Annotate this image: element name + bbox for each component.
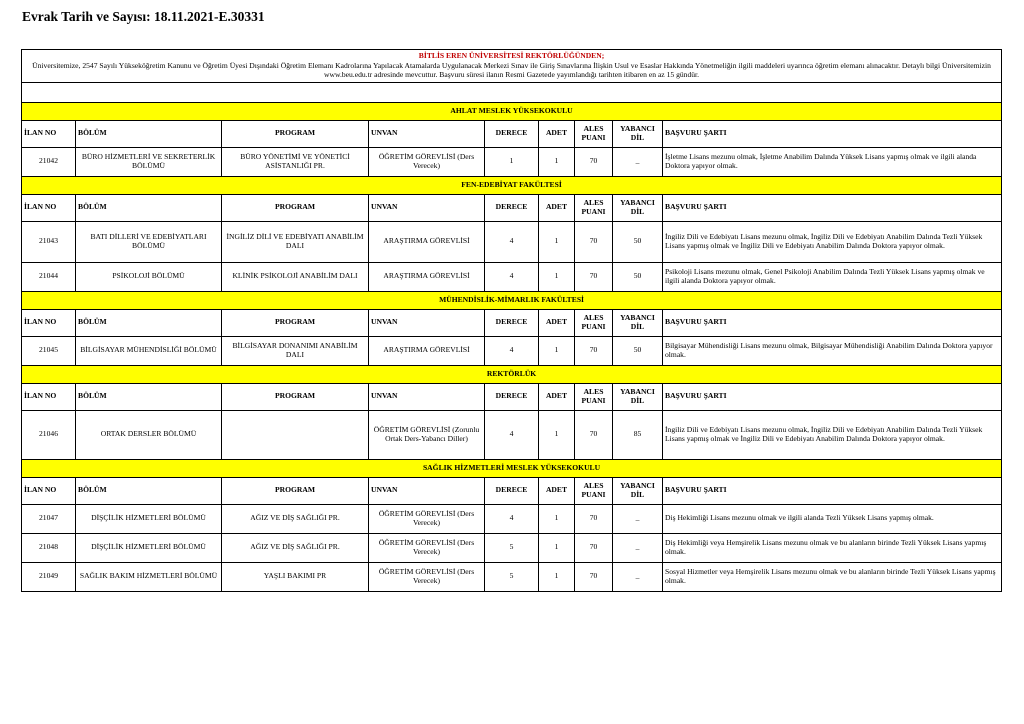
cell-ales: 70 — [575, 221, 613, 262]
column-header-ilan-no: İLAN NO — [22, 309, 76, 336]
column-header-ilan-no: İLAN NO — [22, 194, 76, 221]
cell-bolum: BİLGİSAYAR MÜHENDİSLİĞİ BÖLÜMÜ — [76, 336, 222, 365]
cell-ales: 70 — [575, 410, 613, 459]
document-reference: Evrak Tarih ve Sayısı: 18.11.2021-E.30331 — [22, 9, 265, 24]
cell-program: BÜRO YÖNETİMİ VE YÖNETİCİ ASİSTANLIĞI PR. — [222, 147, 369, 176]
cell-unvan: ÖĞRETİM GÖREVLİSİ (Ders Verecek) — [369, 562, 485, 591]
cell-basvuru: Bilgisayar Mühendisliği Lisans mezunu olmak, Bilgisayar Mühendisliği Anabilim Dalında Doktora yapıyor olmak. — [663, 336, 1002, 365]
cell-basvuru: Diş Hekimliği Lisans mezunu olmak ve ilgili alanda Tezli Yüksek Lisans yapmış olmak. — [663, 504, 1002, 533]
column-header-adet: ADET — [539, 477, 575, 504]
cell-ales: 70 — [575, 533, 613, 562]
cell-bolum: SAĞLIK BAKIM HİZMETLERİ BÖLÜMÜ — [76, 562, 222, 591]
column-header-ilan-no: İLAN NO — [22, 120, 76, 147]
column-header-adet: ADET — [539, 383, 575, 410]
cell-basvuru: İşletme Lisans mezunu olmak, İşletme Anabilim Dalında Yüksek Lisans yapmış olmak ve ilgili alanda Doktora yapıyor olmak. — [663, 147, 1002, 176]
column-header-bolum: BÖLÜM — [76, 120, 222, 147]
cell-ilan-no: 21043 — [22, 221, 76, 262]
cell-ales: 70 — [575, 336, 613, 365]
section-title: FEN-EDEBİYAT FAKÜLTESİ — [22, 176, 1002, 194]
column-header-row — [22, 477, 1002, 504]
table-row — [22, 410, 1002, 459]
column-header-basvuru: BAŞVURU ŞARTI — [663, 383, 1002, 410]
cell-bolum: DİŞÇİLİK HİZMETLERİ BÖLÜMÜ — [76, 533, 222, 562]
cell-adet: 1 — [539, 336, 575, 365]
cell-program: BİLGİSAYAR DONANIMI ANABİLİM DALI — [222, 336, 369, 365]
column-header-unvan: UNVAN — [369, 477, 485, 504]
cell-ales: 70 — [575, 504, 613, 533]
section-title: MÜHENDİSLİK-MİMARLIK FAKÜLTESİ — [22, 291, 1002, 309]
cell-basvuru: İngiliz Dili ve Edebiyatı Lisans mezunu olmak, İngiliz Dili ve Edebiyatı Anabilim Dalında Tezli Yüksek Lisans yapmış olmak ve İngiliz Dili ve Edebiyatı Anabilim Dalında Doktora yapıyor olmak. — [663, 410, 1002, 459]
cell-basvuru: Psikoloji Lisans mezunu olmak, Genel Psikoloji Anabilim Dalında Tezli Yüksek Lisans yapmış olmak ve ilgili alanda Doktora yapıyor olmak. — [663, 262, 1002, 291]
cell-basvuru: İngiliz Dili ve Edebiyatı Lisans mezunu olmak, İngiliz Dili ve Edebiyatı Anabilim Dalında Tezli Yüksek Lisans yapmış olmak ve İngiliz Dili ve Edebiyatı Anabilim Dalında Doktora yapıyor olmak. — [663, 221, 1002, 262]
column-header-derece: DERECE — [485, 194, 539, 221]
column-header-program: PROGRAM — [222, 383, 369, 410]
cell-derece: 4 — [485, 262, 539, 291]
cell-program: KLİNİK PSİKOLOJİ ANABİLİM DALI — [222, 262, 369, 291]
cell-derece: 5 — [485, 562, 539, 591]
column-header-program: PROGRAM — [222, 477, 369, 504]
cell-ilan-no: 21047 — [22, 504, 76, 533]
cell-bolum: PSİKOLOJİ BÖLÜMÜ — [76, 262, 222, 291]
cell-ilan-no: 21049 — [22, 562, 76, 591]
cell-derece: 4 — [485, 221, 539, 262]
cell-ilan-no: 21048 — [22, 533, 76, 562]
column-header-bolum: BÖLÜM — [76, 477, 222, 504]
column-header-ilan-no: İLAN NO — [22, 477, 76, 504]
cell-yabanci: _ — [613, 147, 663, 176]
cell-bolum: ORTAK DERSLER BÖLÜMÜ — [76, 410, 222, 459]
cell-derece: 5 — [485, 533, 539, 562]
cell-ilan-no: 21044 — [22, 262, 76, 291]
column-header-yabanci: YABANCI DİL — [613, 120, 663, 147]
announcement-table — [21, 49, 1002, 592]
column-header-row — [22, 194, 1002, 221]
cell-unvan: ARAŞTIRMA GÖREVLİSİ — [369, 221, 485, 262]
section-title: REKTÖRLÜK — [22, 365, 1002, 383]
column-header-ales: ALES PUANI — [575, 120, 613, 147]
section-header-row — [22, 365, 1002, 383]
cell-program: AĞIZ VE DİŞ SAĞLIĞI PR. — [222, 533, 369, 562]
column-header-adet: ADET — [539, 309, 575, 336]
column-header-program: PROGRAM — [222, 309, 369, 336]
cell-ilan-no: 21042 — [22, 147, 76, 176]
column-header-bolum: BÖLÜM — [76, 194, 222, 221]
notice-row — [22, 50, 1002, 83]
cell-bolum: BATI DİLLERİ VE EDEBİYATLARI BÖLÜMÜ — [76, 221, 222, 262]
cell-derece: 1 — [485, 147, 539, 176]
column-header-derece: DERECE — [485, 383, 539, 410]
cell-yabanci: _ — [613, 562, 663, 591]
column-header-bolum: BÖLÜM — [76, 383, 222, 410]
column-header-ales: ALES PUANI — [575, 477, 613, 504]
cell-ilan-no: 21046 — [22, 410, 76, 459]
cell-adet: 1 — [539, 533, 575, 562]
column-header-ales: ALES PUANI — [575, 309, 613, 336]
cell-yabanci: 85 — [613, 410, 663, 459]
table-row — [22, 262, 1002, 291]
column-header-adet: ADET — [539, 120, 575, 147]
column-header-program: PROGRAM — [222, 120, 369, 147]
section-header-row — [22, 176, 1002, 194]
column-header-ilan-no: İLAN NO — [22, 383, 76, 410]
cell-ales: 70 — [575, 262, 613, 291]
cell-adet: 1 — [539, 410, 575, 459]
section-title: AHLAT MESLEK YÜKSEKOKULU — [22, 102, 1002, 120]
cell-program: İNGİLİZ DİLİ VE EDEBİYATI ANABİLİM DALI — [222, 221, 369, 262]
cell-adet: 1 — [539, 147, 575, 176]
column-header-basvuru: BAŞVURU ŞARTI — [663, 477, 1002, 504]
column-header-unvan: UNVAN — [369, 120, 485, 147]
cell-yabanci: 50 — [613, 336, 663, 365]
column-header-unvan: UNVAN — [369, 383, 485, 410]
cell-adet: 1 — [539, 262, 575, 291]
cell-adet: 1 — [539, 221, 575, 262]
cell-yabanci: 50 — [613, 262, 663, 291]
table-row — [22, 533, 1002, 562]
column-header-derece: DERECE — [485, 477, 539, 504]
notice-title: BİTLİS EREN ÜNİVERSİTESİ REKTÖRLÜĞÜNDEN; — [418, 51, 605, 60]
cell-basvuru: Sosyal Hizmetler veya Hemşirelik Lisans mezunu olmak ve bu alanların birinde Tezli Yüksek Lisans yapmış olmak. — [663, 562, 1002, 591]
column-header-yabanci: YABANCI DİL — [613, 194, 663, 221]
cell-adet: 1 — [539, 562, 575, 591]
section-title: SAĞLIK HİZMETLERİ MESLEK YÜKSEKOKULU — [22, 459, 1002, 477]
cell-yabanci: _ — [613, 504, 663, 533]
cell-bolum: DİŞÇİLİK HİZMETLERİ BÖLÜMÜ — [76, 504, 222, 533]
column-header-derece: DERECE — [485, 120, 539, 147]
column-header-bolum: BÖLÜM — [76, 309, 222, 336]
cell-ales: 70 — [575, 562, 613, 591]
cell-ales: 70 — [575, 147, 613, 176]
column-header-program: PROGRAM — [222, 194, 369, 221]
table-row — [22, 562, 1002, 591]
cell-yabanci: 50 — [613, 221, 663, 262]
column-header-row — [22, 383, 1002, 410]
column-header-ales: ALES PUANI — [575, 383, 613, 410]
cell-ilan-no: 21045 — [22, 336, 76, 365]
column-header-unvan: UNVAN — [369, 194, 485, 221]
section-header-row — [22, 291, 1002, 309]
cell-derece: 4 — [485, 504, 539, 533]
cell-bolum: BÜRO HİZMETLERİ VE SEKRETERLİK BÖLÜMÜ — [76, 147, 222, 176]
section-header-row — [22, 102, 1002, 120]
table-row — [22, 221, 1002, 262]
cell-basvuru: Diş Hekimliği veya Hemşirelik Lisans mezunu olmak ve bu alanların birinde Tezli Yüksek Lisans yapmış olmak. — [663, 533, 1002, 562]
table-row — [22, 504, 1002, 533]
notice-intro: Üniversitemize, 2547 Sayılı Yükseköğretim Kanunu ve Öğretim Üyesi Dışındaki Öğretim Elemanı Kadrolarına Yapılacak Atamalarda Uygulanacak Merkezi Sınav ile Giriş Sınavlarına İlişkin Usul ve Esaslar Hakkında Yönetmeliğin ilgili maddeleri uyarınca öğretim elemanı alınacaktır. Detaylı bilgi Üniversitemizin www.beu.edu.tr adresinde mevcuttur. Başvuru süresi ilanın Resmi Gazetede yayımlandığı tarihten itibaren en az 15 gündür. — [32, 60, 991, 79]
column-header-unvan: UNVAN — [369, 309, 485, 336]
column-header-basvuru: BAŞVURU ŞARTI — [663, 120, 1002, 147]
cell-unvan: ÖĞRETİM GÖREVLİSİ (Ders Verecek) — [369, 504, 485, 533]
column-header-row — [22, 309, 1002, 336]
column-header-derece: DERECE — [485, 309, 539, 336]
table-row — [22, 147, 1002, 176]
cell-program: AĞIZ VE DİŞ SAĞLIĞI PR. — [222, 504, 369, 533]
column-header-yabanci: YABANCI DİL — [613, 477, 663, 504]
column-header-row — [22, 120, 1002, 147]
cell-derece: 4 — [485, 336, 539, 365]
cell-unvan: ÖĞRETİM GÖREVLİSİ (Zorunlu Ortak Ders-Yabancı Diller) — [369, 410, 485, 459]
cell-unvan: ARAŞTIRMA GÖREVLİSİ — [369, 336, 485, 365]
column-header-yabanci: YABANCI DİL — [613, 383, 663, 410]
cell-derece: 4 — [485, 410, 539, 459]
column-header-basvuru: BAŞVURU ŞARTI — [663, 194, 1002, 221]
section-header-row — [22, 459, 1002, 477]
cell-unvan: ARAŞTIRMA GÖREVLİSİ — [369, 262, 485, 291]
notice-cell — [22, 50, 1002, 83]
cell-yabanci: _ — [613, 533, 663, 562]
column-header-adet: ADET — [539, 194, 575, 221]
cell-program: YAŞLI BAKIMI PR — [222, 562, 369, 591]
table-row — [22, 336, 1002, 365]
column-header-basvuru: BAŞVURU ŞARTI — [663, 309, 1002, 336]
column-header-ales: ALES PUANI — [575, 194, 613, 221]
cell-unvan: ÖĞRETİM GÖREVLİSİ (Ders Verecek) — [369, 533, 485, 562]
column-header-yabanci: YABANCI DİL — [613, 309, 663, 336]
cell-adet: 1 — [539, 504, 575, 533]
cell-program — [222, 410, 369, 459]
spacer-row — [22, 82, 1002, 102]
cell-unvan: ÖĞRETİM GÖREVLİSİ (Ders Verecek) — [369, 147, 485, 176]
